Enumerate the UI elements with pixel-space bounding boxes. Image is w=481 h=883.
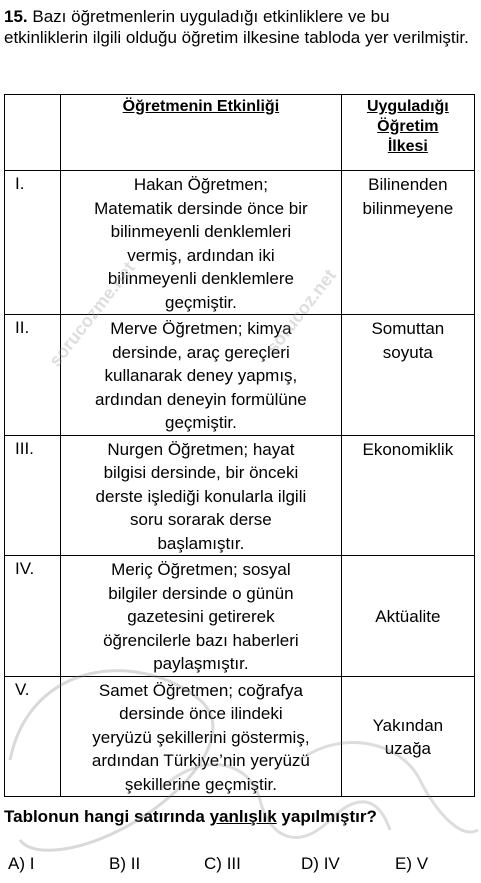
row-activity: [61, 171, 342, 315]
principle-line: Aktüalite: [375, 607, 441, 626]
activity-line: ardından deneyin formülüne: [95, 389, 307, 409]
table-row: [5, 556, 475, 677]
watermark-left: sorucozme.net: [45, 257, 139, 371]
header-principle-line: İlkesi: [387, 138, 428, 155]
activity-line: dersinde önce ilindeki: [119, 704, 283, 723]
activity-line: bilinmeyenli denklemleri: [110, 222, 292, 241]
activity-line: Nurgen Öğretmen; hayat: [107, 439, 295, 459]
row-principle: [341, 315, 474, 436]
row-activity: [61, 435, 342, 556]
principle-line: Somuttan: [371, 319, 445, 338]
final-question-before: Tablonun hangi satırında: [4, 807, 210, 826]
activity-line: Hakan Öğretmen;: [133, 175, 268, 194]
row-number: IV.: [5, 556, 61, 677]
row-principle: [341, 556, 474, 677]
activity-line: başlamıştır.: [157, 533, 245, 553]
final-question-underlined: yanlışlık: [209, 807, 277, 826]
header-principle-line: Öğretim: [377, 118, 439, 135]
principle-line: soyuta: [382, 342, 433, 362]
table-header-row: [5, 95, 475, 171]
row-principle: [341, 435, 474, 556]
activity-line: öğrencilerle bazı haberleri: [103, 630, 299, 650]
row-number: V.: [5, 676, 61, 797]
option-e[interactable]: E) V: [395, 854, 429, 873]
activity-line: Merve Öğretmen; kimya: [110, 319, 292, 338]
activity-line: geçmiştir.: [165, 292, 237, 312]
principle-line: bilinmeyene: [362, 198, 454, 218]
watermark-right: sorucoz.net: [262, 265, 340, 358]
activity-line: ardından Türkiye’nin yeryüzü: [91, 751, 310, 770]
row-number: III.: [5, 435, 61, 556]
header-principle: [341, 95, 474, 171]
table-row: [5, 435, 475, 556]
row-principle: [341, 171, 474, 315]
principle-line: Bilinenden: [368, 175, 448, 194]
activity-line: bilgiler dersinde o günün: [108, 583, 294, 603]
option-b[interactable]: B) II: [109, 854, 141, 873]
row-number: II.: [5, 315, 61, 436]
activity-line: gazetesini getirerek: [127, 607, 275, 626]
activity-line: soru sorarak derse: [130, 510, 272, 529]
activity-line: vermiş, ardından iki: [127, 245, 275, 265]
activity-line: derste işlediği konularla ilgili: [95, 486, 307, 506]
activities-table: [4, 94, 475, 797]
activity-line: Matematik dersinde önce bir: [94, 198, 308, 218]
header-empty-cell: [5, 95, 61, 171]
activity-line: paylaşmıştır.: [153, 654, 249, 673]
activity-line: yeryüzü şekillerini göstermiş,: [92, 727, 310, 747]
table-row: [5, 676, 475, 797]
question-text: [4, 6, 474, 48]
option-c[interactable]: C) III: [204, 854, 241, 873]
row-principle: [341, 676, 474, 797]
activity-line: bilgisi dersinde, bir önceki: [103, 463, 299, 482]
activity-line: geçmiştir.: [165, 413, 237, 432]
activity-line: kullanarak deney yapmış,: [104, 366, 298, 385]
table-row: [5, 315, 475, 436]
question-number: 15.: [4, 7, 28, 26]
activity-line: şekillerine geçmiştir.: [124, 774, 277, 794]
final-question-after: yapılmıştır?: [276, 807, 377, 826]
final-question: [4, 806, 377, 828]
header-activity: Öğretmenin Etkinliği: [61, 95, 342, 171]
table-row: [5, 171, 475, 315]
option-a[interactable]: A) I: [8, 854, 35, 873]
row-number: I.: [5, 171, 61, 315]
row-activity: [61, 556, 342, 677]
activity-line: Samet Öğretmen; coğrafya: [98, 680, 303, 700]
option-d[interactable]: D) IV: [301, 854, 340, 873]
header-principle-line: Uyguladığı: [366, 98, 449, 115]
principle-line: Yakından: [372, 715, 444, 735]
activity-line: bilinmeyenli denklemlere: [107, 269, 294, 288]
activity-line: dersinde, araç gereçleri: [112, 342, 290, 362]
activity-line: Meriç Öğretmen; sosyal: [111, 560, 291, 579]
row-activity: [61, 315, 342, 436]
row-activity: [61, 676, 342, 797]
question-body: Bazı öğretmenlerin uyguladığı etkinliklere ve bu etkinliklerin ilgili olduğu öğretim ilkesine tabloda yer verilmiştir.: [4, 7, 469, 47]
principle-line: Ekonomiklik: [362, 439, 454, 459]
principle-line: uzağa: [384, 739, 432, 759]
